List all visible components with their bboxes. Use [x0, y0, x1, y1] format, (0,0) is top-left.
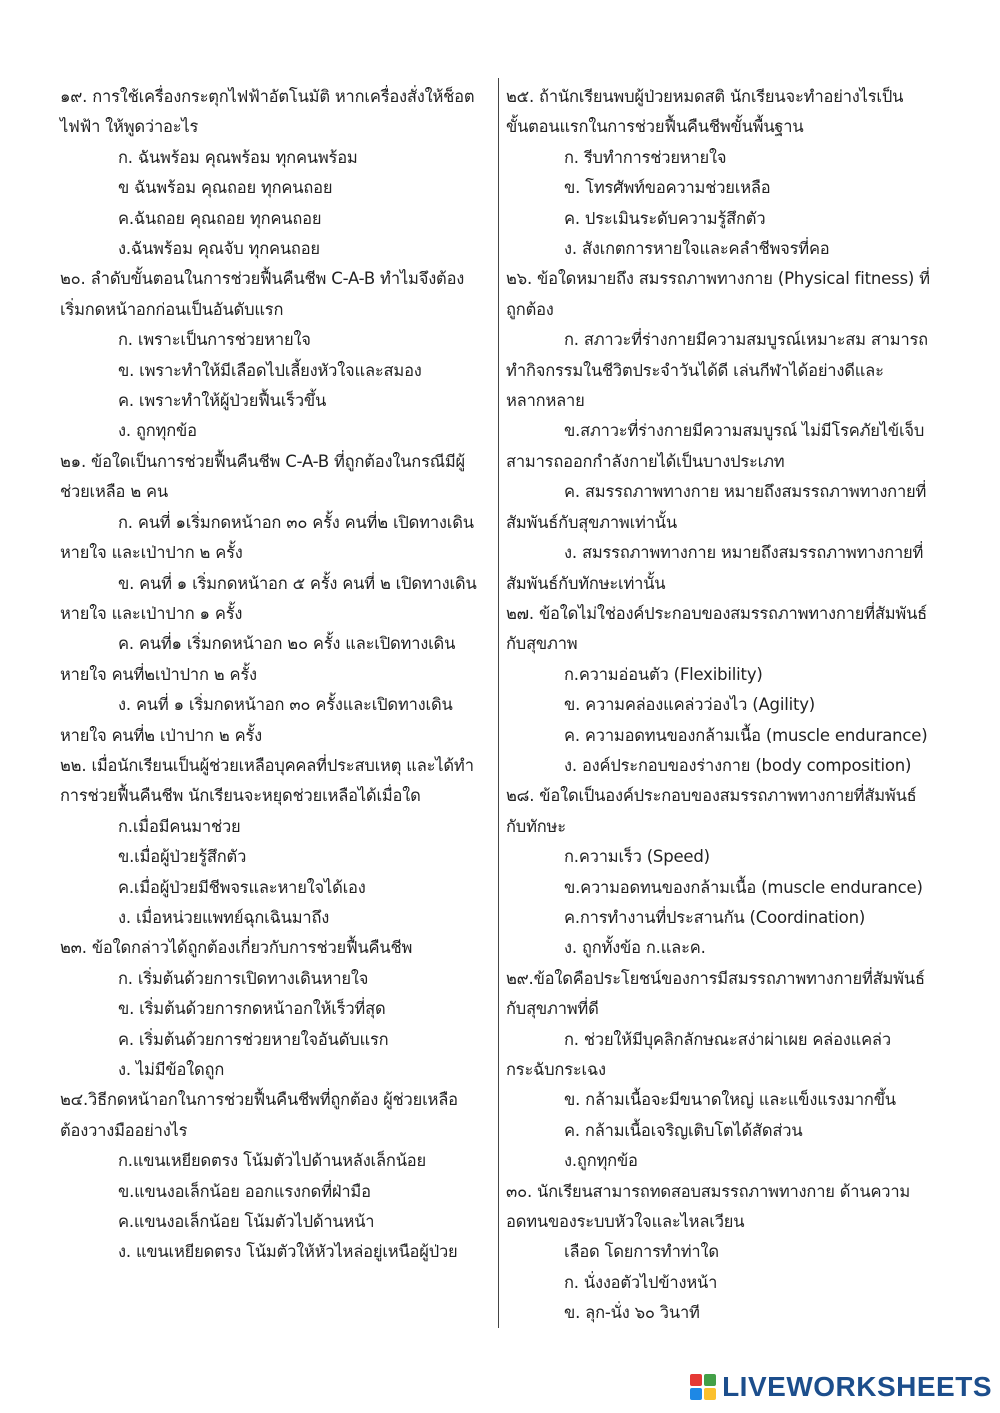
footer-brand	[690, 1367, 992, 1407]
text-line: ๒๐. ลำดับขั้นตอนในการช่วยฟื้นคืนชีพ C-A-B ทำไมจึงต้อง	[60, 269, 465, 289]
answer-option	[506, 173, 946, 203]
liveworksheets-logo-icon	[690, 1374, 716, 1400]
question-text	[506, 1177, 946, 1238]
text-line: ค.เมื่อผู้ป่วยมีชีพจรและหายใจได้เอง	[118, 877, 366, 897]
answer-option	[506, 933, 946, 963]
text-line: ข. ลุก-นั่ง ๖๐ วินาที	[564, 1303, 700, 1323]
text-line: เริ่มกดหน้าอกก่อนเป็นอันดับแรก	[60, 299, 284, 319]
text-line: ก.ความอ่อนตัว (Flexibility)	[564, 664, 763, 684]
question-text	[506, 781, 946, 842]
answer-option	[506, 842, 946, 872]
text-line: ๑๙. การใช้เครื่องกระตุกไฟฟ้าอัตโนมัติ หากเครื่องสั่งให้ช็อต	[60, 87, 475, 106]
answer-option	[60, 416, 492, 446]
answer-option	[506, 751, 946, 781]
text-line: ๒๕. ถ้านักเรียนพบผู้ป่วยหมดสติ นักเรียนจะทำอย่างไรเป็น	[506, 87, 904, 106]
text-line: ข. กล้ามเนื้อจะมีขนาดใหญ่ และแข็งแรงมากขึ้น	[564, 1090, 896, 1110]
answer-option	[60, 569, 492, 630]
brand-text: LIVEWORKSHEETS	[722, 1371, 992, 1402]
text-line: ง.ถูกทุกข้อ	[564, 1151, 638, 1171]
text-line: ข. เพราะทำให้มีเลือดไปเลี้ยงหัวใจและสมอง	[118, 360, 422, 380]
answer-option	[506, 1298, 946, 1328]
text-line: ค. เพราะทำให้ผู้ป่วยฟื้นเร็วขึ้น	[118, 391, 327, 411]
text-line: ๒๖. ข้อใดหมายถึง สมรรถภาพทางกาย (Physical fitness) ที่	[506, 269, 930, 289]
text-line: ก. รีบทำการช่วยหายใจ	[564, 147, 727, 167]
text-line: ข ฉันพร้อม คุณถอย ทุกคนถอย	[118, 178, 333, 198]
answer-option	[60, 1146, 492, 1176]
question-text	[506, 964, 946, 1025]
question-text	[60, 1085, 492, 1146]
answer-option	[60, 143, 492, 173]
text-line: สัมพันธ์กับสุขภาพเท่านั้น	[506, 512, 677, 532]
text-line: หายใจ และเป่าปาก ๑ ครั้ง	[60, 603, 243, 623]
text-line: ขั้นตอนแรกในการช่วยฟื้นคืนชีพขั้นพื้นฐาน	[506, 117, 804, 137]
answer-option	[60, 1237, 492, 1267]
answer-option	[60, 386, 492, 416]
answer-option	[506, 660, 946, 690]
text-line: สามารถออกกำลังกายได้เป็นบางประเภท	[506, 451, 785, 471]
answer-option	[60, 873, 492, 903]
answer-option	[506, 1237, 946, 1267]
text-line: ๒๙.ข้อใดคือประโยชน์ของการมีสมรรถภาพทางกายที่สัมพันธ์	[506, 968, 925, 988]
text-line: กับสุขภาพ	[506, 634, 578, 654]
answer-option	[506, 1025, 946, 1086]
text-line: การช่วยฟื้นคืนชีพ นักเรียนจะหยุดช่วยเหลือได้เมื่อใด	[60, 786, 421, 806]
text-line: ข.ความอดทนของกล้ามเนื้อ (muscle endurance)	[564, 877, 923, 897]
answer-option	[506, 204, 946, 234]
answer-option	[60, 842, 492, 872]
text-line: ค. ประเมินระดับความรู้สึกตัว	[564, 208, 766, 228]
text-line: ก. เริ่มต้นด้วยการเปิดทางเดินหายใจ	[118, 968, 369, 988]
answer-option	[60, 173, 492, 203]
text-line: ค. ความอดทนของกล้ามเนื้อ (muscle endurance)	[564, 725, 928, 745]
answer-option	[506, 538, 946, 599]
text-line: ค.แขนงอเล็กน้อย โน้มตัวไปด้านหน้า	[118, 1212, 375, 1232]
answer-option	[506, 690, 946, 720]
question-text	[506, 82, 946, 143]
text-line: ง.ฉันพร้อม คุณจับ ทุกคนถอย	[118, 239, 320, 259]
answer-option	[60, 690, 492, 751]
text-line: เลือด โดยการทำท่าใด	[564, 1242, 719, 1262]
text-line: ง. เมื่อหน่วยแพทย์ฉุกเฉินมาถึง	[118, 907, 330, 927]
answer-option	[506, 903, 946, 933]
text-line: สัมพันธ์กับทักษะเท่านั้น	[506, 573, 666, 593]
answer-option	[60, 1177, 492, 1207]
text-line: ก. เพราะเป็นการช่วยหายใจ	[118, 330, 311, 350]
text-line: ค.การทำงานที่ประสานกัน (Coordination)	[564, 907, 866, 927]
text-line: ๒๑. ข้อใดเป็นการช่วยฟื้นคืนชีพ C-A-B ที่ถูกต้องในกรณีมีผู้	[60, 451, 465, 471]
text-line: ง. ถูกทั้งข้อ ก.และค.	[564, 938, 706, 958]
question-text	[60, 82, 492, 143]
text-line: ก.แขนเหยียดตรง โน้มตัวไปด้านหลังเล็กน้อย	[118, 1151, 426, 1171]
answer-option	[506, 1085, 946, 1115]
answer-option	[60, 356, 492, 386]
logo-square-3	[690, 1388, 702, 1400]
text-line: ข. โทรศัพท์ขอความช่วยเหลือ	[564, 178, 771, 198]
text-line: ค. คนที่๑ เริ่มกดหน้าอก ๒๐ ครั้ง และเปิดทางเดิน	[118, 634, 456, 654]
text-line: ก. ฉันพร้อม คุณพร้อม ทุกคนพร้อม	[118, 147, 358, 167]
answer-option	[60, 1207, 492, 1237]
answer-option	[60, 964, 492, 994]
answer-option	[506, 873, 946, 903]
right-column	[506, 82, 946, 1329]
text-line: ข.แขนงอเล็กน้อย ออกแรงกดที่ฝ่ามือ	[118, 1181, 371, 1201]
text-line: ไฟฟ้า ให้พูดว่าอะไร	[60, 117, 199, 137]
text-line: ๒๒. เมื่อนักเรียนเป็นผู้ช่วยเหลือบุคคลที่ประสบเหตุ และได้ทำ	[60, 755, 474, 775]
answer-option	[506, 721, 946, 751]
text-line: ค.ฉันถอย คุณถอย ทุกคนถอย	[118, 208, 322, 228]
text-line: ง. ไม่มีข้อใดถูก	[118, 1060, 225, 1079]
answer-option	[60, 1025, 492, 1055]
text-line: ถูกต้อง	[506, 299, 554, 319]
text-line: ง. องค์ประกอบของร่างกาย (body composition)	[564, 755, 912, 775]
answer-option	[60, 1055, 492, 1085]
question-text	[60, 933, 492, 963]
answer-option	[506, 416, 946, 477]
text-line: กระฉับกระเฉง	[506, 1060, 606, 1079]
text-line: ง. สมรรถภาพทางกาย หมายถึงสมรรถภาพทางกายที่	[564, 543, 924, 563]
question-text	[60, 264, 492, 325]
answer-option	[506, 234, 946, 264]
text-line: ต้องวางมืออย่างไร	[60, 1120, 188, 1140]
text-line: หายใจ คนที่๒ เป่าปาก ๒ ครั้ง	[60, 725, 262, 745]
text-line: หายใจ คนที่๒เป่าปาก ๒ ครั้ง	[60, 664, 257, 684]
answer-option	[60, 994, 492, 1024]
text-line: ข. ความคล่องแคล่วว่องไว (Agility)	[564, 695, 816, 715]
answer-option	[60, 903, 492, 933]
question-text	[60, 447, 492, 508]
text-line: กับทักษะ	[506, 816, 566, 836]
answer-option	[60, 812, 492, 842]
column-divider	[498, 78, 499, 1328]
text-line: อดทนของระบบหัวใจและไหลเวียน	[506, 1212, 745, 1232]
text-line: ค. กล้ามเนื้อเจริญเติบโตได้สัดส่วน	[564, 1120, 803, 1140]
text-line: ก.เมื่อมีคนมาช่วย	[118, 816, 241, 836]
answer-option	[60, 325, 492, 355]
text-line: ง. ถูกทุกข้อ	[118, 421, 197, 441]
text-line: ก. ช่วยให้มีบุคลิกลักษณะสง่าผ่าเผย คล่องแคล่ว	[564, 1029, 891, 1049]
text-line: ค. สมรรถภาพทางกาย หมายถึงสมรรถภาพทางกายที่	[564, 482, 927, 502]
question-text	[60, 751, 492, 812]
text-line: ง. คนที่ ๑ เริ่มกดหน้าอก ๓๐ ครั้งและเปิดทางเดิน	[118, 695, 453, 715]
text-line: ก. คนที่ ๑เริ่มกดหน้าอก ๓๐ ครั้ง คนที่๒ เปิดทางเดิน	[118, 512, 474, 532]
text-line: ก. นั่งงอตัวไปข้างหน้า	[564, 1272, 718, 1292]
answer-option	[60, 629, 492, 690]
answer-option	[60, 508, 492, 569]
text-line: ข. คนที่ ๑ เริ่มกดหน้าอก ๕ ครั้ง คนที่ ๒ เปิดทางเดิน	[118, 573, 477, 593]
answer-option	[506, 325, 946, 416]
answer-option	[60, 204, 492, 234]
answer-option	[506, 1146, 946, 1176]
text-line: ก. สภาวะที่ร่างกายมีความสมบูรณ์เหมาะสม สามารถ	[564, 330, 928, 350]
question-text	[506, 599, 946, 660]
answer-option	[506, 477, 946, 538]
text-line: ทำกิจกรรมในชีวิตประจำวันได้ดี เล่นกีฬาได้อย่างดีและ	[506, 360, 884, 380]
answer-option	[506, 1116, 946, 1146]
answer-option	[506, 1268, 946, 1298]
answer-option	[506, 143, 946, 173]
logo-square-1	[690, 1374, 702, 1386]
text-line: กับสุขภาพที่ดี	[506, 999, 599, 1019]
text-line: ก.ความเร็ว (Speed)	[564, 847, 710, 867]
text-line: หลากหลาย	[506, 391, 585, 411]
text-line: หายใจ และเป่าปาก ๒ ครั้ง	[60, 543, 243, 563]
text-line: ง. สังเกตการหายใจและคลำชีพจรที่คอ	[564, 239, 830, 259]
text-line: ข.เมื่อผู้ป่วยรู้สึกตัว	[118, 847, 247, 867]
text-line: ๓๐. นักเรียนสามารถทดสอบสมรรถภาพทางกาย ด้านความ	[506, 1181, 911, 1201]
logo-square-4	[704, 1388, 716, 1400]
text-line: ข.สภาวะที่ร่างกายมีความสมบูรณ์ ไม่มีโรคภัยไข้เจ็บ	[564, 421, 925, 441]
text-line: ค. เริ่มต้นด้วยการช่วยหายใจอันดับแรก	[118, 1029, 389, 1049]
logo-square-2	[704, 1374, 716, 1386]
answer-option	[60, 234, 492, 264]
question-text	[506, 264, 946, 325]
text-line: ๒๔.วิธีกดหน้าอกในการช่วยฟื้นคืนชีพที่ถูกต้อง ผู้ช่วยเหลือ	[60, 1090, 458, 1110]
left-column	[60, 82, 492, 1268]
text-line: ง. แขนเหยียดตรง โน้มตัวให้หัวไหล่อยู่เหนือผู้ป่วย	[118, 1242, 458, 1262]
text-line: ๒๗. ข้อใดไม่ใช่องค์ประกอบของสมรรถภาพทางกายที่สัมพันธ์	[506, 603, 928, 623]
text-line: ๒๓. ข้อใดกล่าวได้ถูกต้องเกี่ยวกับการช่วยฟื้นคืนชีพ	[60, 938, 413, 958]
text-line: ข. เริ่มต้นด้วยการกดหน้าอกให้เร็วที่สุด	[118, 999, 386, 1019]
text-line: ช่วยเหลือ ๒ คน	[60, 482, 168, 502]
text-line: ๒๘. ข้อใดเป็นองค์ประกอบของสมรรถภาพทางกายที่สัมพันธ์	[506, 786, 917, 806]
